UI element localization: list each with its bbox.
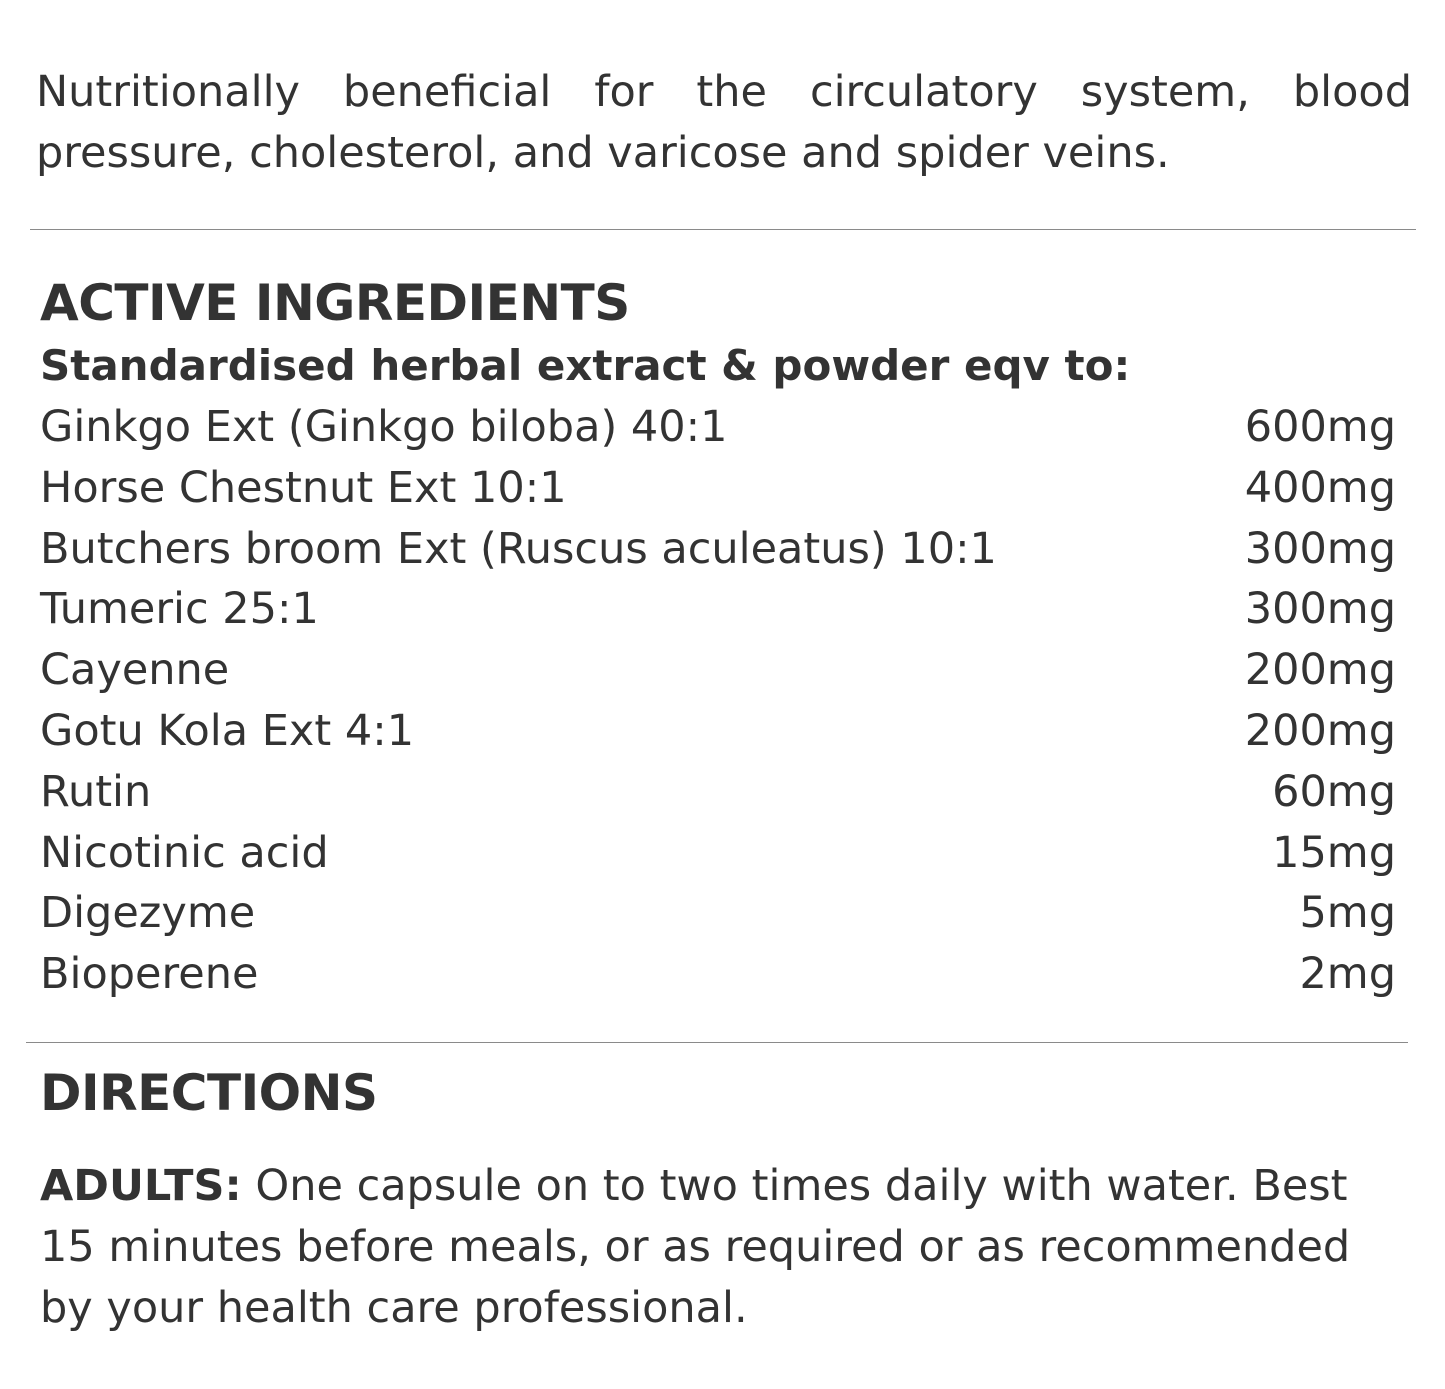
ingredient-name: Cayenne — [40, 645, 230, 696]
ingredient-row — [40, 458, 1396, 519]
ingredient-amount: 200mg — [1244, 645, 1396, 696]
directions-body: One capsule on to two times daily with water. Best 15 minutes before meals, or as required or as recommended by your health care professional. — [40, 1161, 1351, 1333]
ingredient-amount: 600mg — [1244, 402, 1396, 452]
ingredient-name: Tumeric 25:1 — [40, 584, 319, 635]
ingredient-row — [40, 762, 1396, 823]
ingredient-row — [40, 579, 1396, 640]
ingredient-amount: 15mg — [1272, 827, 1396, 878]
ingredients-subheading: Standardised herbal extract & powder eqv to: — [40, 341, 1131, 390]
ingredient-row — [40, 519, 1396, 580]
ingredient-name: Butchers broom Ext (Ruscus aculeatus) 10:1 — [40, 523, 997, 574]
ingredient-name: Horse Chestnut Ext 10:1 — [40, 462, 567, 513]
ingredient-amount: 300mg — [1244, 584, 1396, 635]
ingredient-name: Nicotinic acid — [40, 827, 329, 878]
section-divider — [26, 1042, 1408, 1043]
intro-text: Nutritionally beneficial for the circulatory system, blood pressure, cholesterol, and varicose and spider veins. — [36, 67, 1412, 178]
ingredient-name: Gotu Kola Ext 4:1 — [40, 705, 415, 756]
ingredient-name: Rutin — [40, 766, 152, 817]
ingredient-amount: 300mg — [1244, 523, 1396, 574]
ingredient-row — [40, 640, 1396, 701]
ingredient-row — [40, 397, 1396, 458]
directions-paragraph — [40, 1156, 1370, 1339]
ingredient-amount: 2mg — [1299, 949, 1396, 1000]
directions-audience-label: ADULTS: — [40, 1161, 242, 1211]
directions-heading: DIRECTIONS — [40, 1064, 378, 1122]
ingredient-row — [40, 701, 1396, 762]
active-ingredients-heading: ACTIVE INGREDIENTS — [40, 274, 630, 332]
ingredient-amount: 200mg — [1244, 705, 1396, 756]
ingredient-name: Ginkgo Ext (Ginkgo biloba) 40:1 — [40, 402, 728, 452]
ingredient-row — [40, 883, 1396, 944]
section-divider — [30, 229, 1416, 230]
ingredient-amount: 400mg — [1244, 462, 1396, 513]
ingredients-list — [40, 397, 1396, 1005]
ingredient-name: Digezyme — [40, 888, 256, 939]
ingredient-row — [40, 944, 1396, 1005]
ingredient-amount: 5mg — [1299, 888, 1396, 939]
ingredient-amount: 60mg — [1272, 766, 1396, 817]
ingredient-row — [40, 823, 1396, 884]
ingredient-name: Bioperene — [40, 949, 259, 1000]
